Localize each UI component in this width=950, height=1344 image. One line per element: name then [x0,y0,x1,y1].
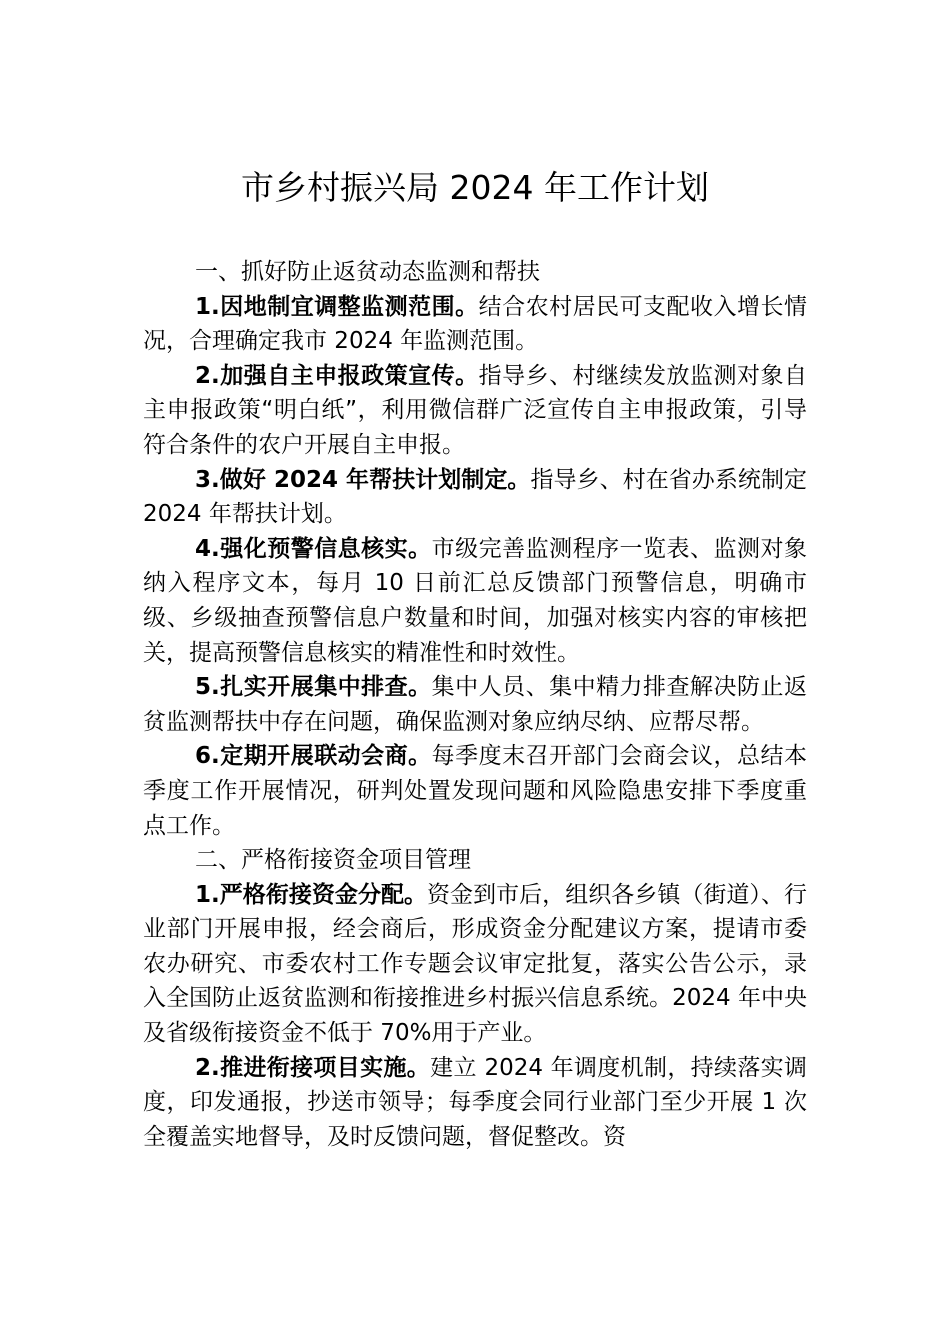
paragraph [143,359,807,463]
paragraph [143,670,807,739]
paragraph-lead: 4.强化预警信息核实。 [195,535,432,562]
paragraph-text: 指导乡、村在省办系统制定 2024 年帮扶计划。 [143,466,807,528]
paragraph-text: 资金到市后，组织各乡镇（街道）、行业部门开展申报，经会商后，形成资金分配建议方案，提请市委农办研究、市委农村工作专题会议审定批复，落实公告公示，录入全国防止返贫监测和衔接推进乡村振兴信息系统。2024 年中央及省级衔接资金不低于 70%用于产业。 [143,881,807,1047]
paragraph-text: 建立 2024 年调度机制，持续落实调度，印发通报，抄送市领导；每季度会同行业部门至少开展 1 次全覆盖实地督导，及时反馈问题，督促整改。资 [143,1054,808,1150]
paragraph-lead: 1.严格衔接资金分配。 [195,881,428,908]
paragraph-lead: 6.定期开展联动会商。 [195,743,432,770]
paragraph-lead: 2.加强自主申报政策宣传。 [195,362,479,389]
paragraph [143,532,807,670]
paragraph-text: 市级完善监测程序一览表、监测对象纳入程序文本，每月 10 日前汇总反馈部门预警信息，明确市级、乡级抽查预警信息户数量和时间，加强对核实内容的审核把关，提高预警信息核实的精准性和时效性。 [143,535,807,666]
paragraph-lead: 1.因地制宜调整监测范围。 [195,293,479,320]
paragraph-lead: 5.扎实开展集中排查。 [195,674,432,701]
paragraph-text: 结合农村居民可支配收入增长情况，合理确定我市 2024 年监测范围。 [143,293,807,355]
paragraph [143,878,807,1051]
section-heading: 二、严格衔接资金项目管理 [195,847,471,874]
paragraph [143,463,807,532]
document-body [143,255,807,1154]
paragraph-lead: 3.做好 2024 年帮扶计划制定。 [195,466,531,493]
section-heading: 一、抓好防止返贫动态监测和帮扶 [195,259,540,285]
paragraph-text: 指导乡、村继续发放监测对象自主申报政策“明白纸”，利用微信群广泛宣传自主申报政策，引导符合条件的农户开展自主申报。 [143,362,807,458]
paragraph [143,1051,807,1155]
document-title: 市乡村振兴局 2024 年工作计划 [241,168,709,207]
paragraph-text: 集中人员、集中精力排查解决防止返贫监测帮扶中存在问题，确保监测对象应纳尽纳、应帮尽帮。 [143,674,807,735]
paragraph-lead: 2.推进衔接项目实施。 [195,1054,431,1081]
paragraph [143,290,807,359]
paragraph-text: 每季度末召开部门会商会议，总结本季度工作开展情况，研判处置发现问题和风险隐患安排下季度重点工作。 [143,743,807,839]
paragraph [143,739,807,843]
